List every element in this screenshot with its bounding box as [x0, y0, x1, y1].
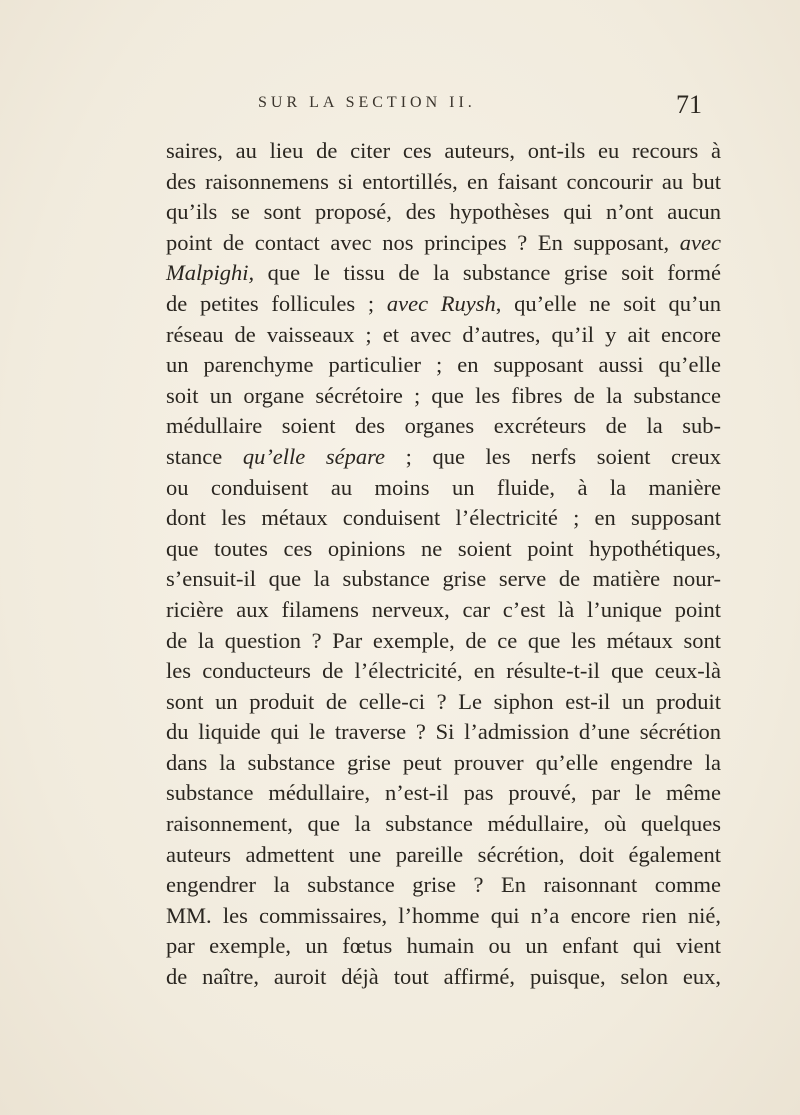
text-segment: ou conduisent au moins un fluide, à la manière: [166, 474, 721, 500]
text-segment: de petites follicules ;: [166, 290, 387, 316]
text-segment: substance médullaire, n’est-il pas prouvé, par le même: [166, 780, 721, 806]
text-line: [166, 656, 721, 687]
text-line: [166, 717, 721, 748]
text-line: [166, 381, 721, 412]
text-line: [166, 289, 721, 320]
text-segment: MM. les commissaires, l’homme qui n’a encore rien nié,: [166, 902, 721, 928]
text-segment: par exemple, un fœtus humain ou un enfant qui vient: [166, 933, 721, 959]
italic-text: avec: [679, 229, 721, 255]
text-line: [166, 411, 721, 442]
italic-text: qu’elle sépare: [242, 443, 386, 469]
text-line: [166, 442, 721, 473]
text-segment: s’ensuit-il que la substance grise serve de matière nour-: [166, 566, 721, 592]
text-segment: dont les métaux conduisent l’électricité ; en supposant: [166, 505, 721, 531]
body-text: [166, 136, 721, 993]
text-line: [166, 870, 721, 901]
italic-text: Malpighi,: [166, 260, 255, 286]
text-line: [166, 778, 721, 809]
text-segment: de naître, auroit déjà tout affirmé, puisque, selon eux,: [166, 964, 721, 990]
text-segment: de la question ? Par exemple, de ce que les métaux sont: [166, 627, 721, 653]
text-segment: sont un produit de celle-ci ? Le siphon est-il un produit: [166, 688, 721, 714]
text-segment: médullaire soient des organes excréteurs de la sub-: [166, 413, 721, 439]
text-line: [166, 167, 721, 198]
running-title: SUR LA SECTION II.: [258, 94, 476, 111]
italic-text: avec Ruysh: [386, 290, 496, 316]
text-line: [166, 962, 721, 993]
text-line: [166, 687, 721, 718]
text-line: [166, 809, 721, 840]
text-segment: soit un organe sécrétoire ; que les fibres de la substance: [166, 382, 721, 408]
text-line: [166, 534, 721, 565]
text-segment: raisonnement, que la substance médullaire, où quelques: [166, 811, 721, 837]
text-line: [166, 473, 721, 504]
text-segment: auteurs admettent une pareille sécrétion, doit également: [166, 841, 721, 867]
text-segment: réseau de vaisseaux ; et avec d’autres, qu’il y ait encore: [166, 321, 721, 347]
text-line: [166, 840, 721, 871]
text-segment: du liquide qui le traverse ? Si l’admission d’une sécrétion: [166, 719, 721, 745]
text-line: [166, 931, 721, 962]
text-line: [166, 258, 721, 289]
text-segment: stance: [166, 443, 243, 469]
text-segment: , qu’elle ne soit qu’un: [495, 290, 721, 316]
text-line: [166, 503, 721, 534]
text-line: [166, 197, 721, 228]
text-segment: engendrer la substance grise ? En raisonnant comme: [166, 872, 721, 898]
text-segment: les conducteurs de l’électricité, en résulte-t-il que ceux-là: [166, 658, 721, 684]
text-segment: des raisonnemens si entortillés, en faisant concourir au but: [166, 168, 721, 194]
text-segment: saires, au lieu de citer ces auteurs, ont-ils eu recours à: [166, 138, 721, 163]
text-line: [166, 228, 721, 259]
text-line: [166, 350, 721, 381]
text-segment: un parenchyme particulier ; en supposant aussi qu’elle: [166, 352, 721, 378]
page-header: [258, 90, 718, 130]
text-line: [166, 626, 721, 657]
text-segment: ricière aux filamens nerveux, car c’est là l’unique point: [166, 596, 721, 622]
text-segment: ; que les nerfs soient creux: [385, 443, 722, 469]
text-line: [166, 320, 721, 351]
page-number: 71: [676, 90, 702, 119]
text-line: [166, 564, 721, 595]
text-line: [166, 748, 721, 779]
text-line: [166, 136, 721, 167]
text-segment: que toutes ces opinions ne soient point hypothétiques,: [166, 535, 721, 561]
text-line: [166, 901, 721, 932]
text-segment: point de contact avec nos principes ? En supposant,: [166, 229, 680, 255]
text-segment: qu’ils se sont proposé, des hypothèses qui n’ont aucun: [166, 199, 721, 225]
text-segment: que le tissu de la substance grise soit formé: [254, 260, 721, 286]
text-line: [166, 595, 721, 626]
text-segment: dans la substance grise peut prouver qu’elle engendre la: [166, 749, 721, 775]
